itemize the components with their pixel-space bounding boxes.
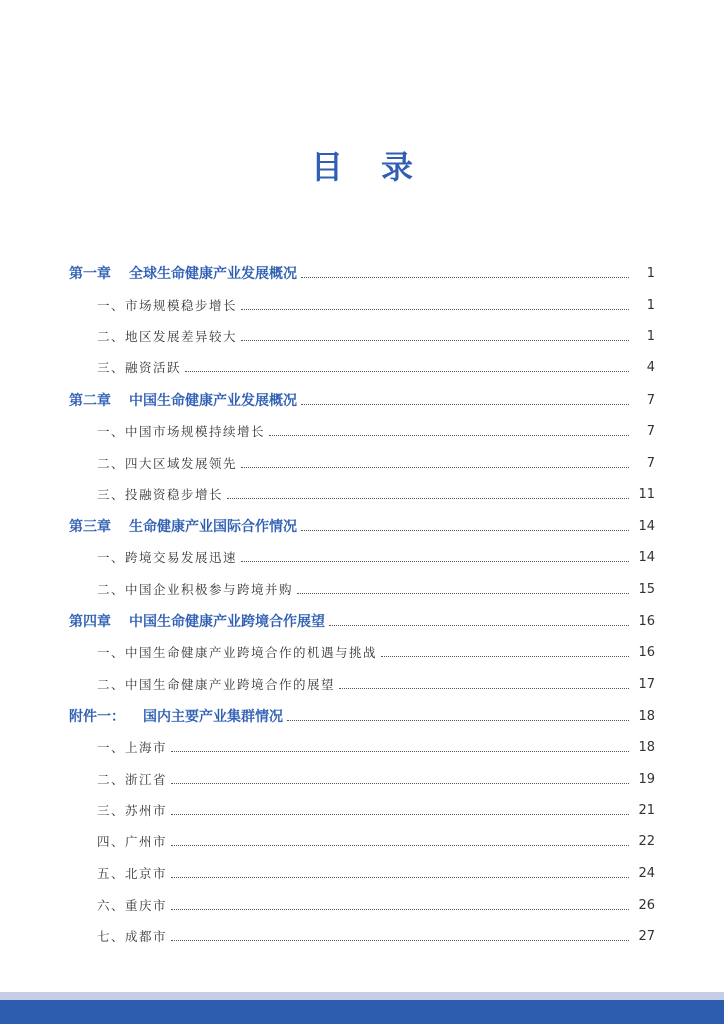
toc-section-row[interactable]	[0, 795, 724, 825]
toc-dot-leader	[171, 751, 629, 752]
toc-chapter-number: 第一章	[69, 266, 111, 282]
toc-page-number: 16	[638, 613, 655, 629]
toc-dot-leader	[301, 530, 629, 531]
toc-chapter-row[interactable]	[0, 511, 724, 541]
toc-chapter-row[interactable]	[0, 701, 724, 731]
toc-entry-text: 四、广州市	[97, 834, 168, 849]
toc-page-number: 17	[638, 676, 655, 692]
toc-entry-label	[97, 864, 167, 882]
toc-entry-label	[69, 706, 283, 726]
toc-page-number: 4	[646, 359, 655, 375]
toc-entry-text: 二、地区发展差异较大	[97, 329, 238, 344]
page-title	[0, 143, 724, 187]
toc-dot-leader	[241, 309, 629, 310]
toc-entry-label	[97, 738, 167, 756]
toc-section-row[interactable]	[0, 574, 724, 604]
toc-entry-text: 中国生命健康产业跨境合作展望	[129, 614, 325, 630]
toc-page-number: 14	[638, 549, 655, 565]
toc-page-number: 21	[638, 802, 655, 818]
toc-entry-text: 国内主要产业集群情况	[143, 709, 283, 725]
toc-entry-label	[97, 548, 237, 566]
toc-dot-leader	[171, 877, 629, 878]
toc-entry-label	[97, 358, 181, 376]
toc-entry-text: 一、上海市	[97, 740, 168, 755]
toc-chapter-row[interactable]	[0, 258, 724, 288]
toc-dot-leader	[171, 845, 629, 846]
toc-page-number: 15	[638, 581, 655, 597]
toc-section-row[interactable]	[0, 732, 724, 762]
footer-band-light	[0, 992, 724, 1000]
toc-section-row[interactable]	[0, 416, 724, 446]
toc-entry-text: 二、中国生命健康产业跨境合作的展望	[97, 677, 336, 692]
toc-entry-text: 五、北京市	[97, 866, 168, 881]
toc-section-row[interactable]	[0, 448, 724, 478]
toc-entry-text: 三、融资活跃	[97, 360, 182, 375]
toc-section-row[interactable]	[0, 858, 724, 888]
toc-dot-leader	[241, 340, 629, 341]
toc-page-number: 7	[646, 423, 655, 439]
toc-entry-text: 中国生命健康产业发展概况	[129, 393, 297, 409]
toc-entry-label	[69, 516, 297, 536]
toc-chapter-row[interactable]	[0, 606, 724, 636]
toc-page-number: 26	[638, 897, 655, 913]
toc-page-number: 11	[638, 486, 655, 502]
toc-entry-label	[97, 801, 167, 819]
toc-page-number: 22	[638, 833, 655, 849]
toc-entry-text: 七、成都市	[97, 929, 168, 944]
toc-entry-text: 全球生命健康产业发展概况	[129, 266, 297, 282]
toc-dot-leader	[287, 720, 629, 721]
toc-section-row[interactable]	[0, 479, 724, 509]
toc-section-row[interactable]	[0, 542, 724, 572]
toc-page-number: 1	[646, 297, 655, 313]
toc-section-row[interactable]	[0, 921, 724, 951]
toc-entry-text: 三、苏州市	[97, 803, 168, 818]
toc-dot-leader	[301, 277, 629, 278]
toc-chapter-number: 第四章	[69, 614, 111, 630]
toc-page-number: 19	[638, 771, 655, 787]
toc-dot-leader	[301, 404, 629, 405]
toc-entry-text: 一、跨境交易发展迅速	[97, 550, 238, 565]
toc-entry-label	[97, 422, 265, 440]
toc-chapter-number: 第二章	[69, 393, 111, 409]
toc-dot-leader	[339, 688, 629, 689]
toc-entry-label	[97, 454, 237, 472]
toc-page-number: 18	[638, 708, 655, 724]
toc-entry-label	[97, 296, 237, 314]
toc-section-row[interactable]	[0, 352, 724, 382]
footer-band-dark	[0, 1000, 724, 1024]
toc-entry-label	[97, 770, 167, 788]
toc-chapter-row[interactable]	[0, 385, 724, 415]
toc-page-number: 7	[646, 455, 655, 471]
toc-entry-label	[97, 927, 167, 945]
toc-section-row[interactable]	[0, 321, 724, 351]
toc-section-row[interactable]	[0, 290, 724, 320]
toc-dot-leader	[297, 593, 629, 594]
toc-page-number: 14	[638, 518, 655, 534]
toc-entry-text: 二、中国企业积极参与跨境并购	[97, 582, 294, 597]
toc-page-number: 1	[646, 265, 655, 281]
title-char-1: 目	[310, 148, 343, 186]
toc-dot-leader	[171, 940, 629, 941]
toc-entry-label	[97, 327, 237, 345]
toc-page-number: 7	[646, 392, 655, 408]
toc-dot-leader	[227, 498, 629, 499]
toc-entry-label	[97, 832, 167, 850]
toc-dot-leader	[185, 371, 629, 372]
toc-entry-text: 六、重庆市	[97, 898, 168, 913]
toc-dot-leader	[381, 656, 629, 657]
toc-dot-leader	[269, 435, 629, 436]
toc-dot-leader	[171, 783, 629, 784]
toc-dot-leader	[171, 814, 629, 815]
toc-page-number: 27	[638, 928, 655, 944]
toc-chapter-number: 第三章	[69, 519, 111, 535]
toc-entry-label	[97, 643, 377, 661]
toc-entry-text: 二、四大区域发展领先	[97, 456, 238, 471]
toc-dot-leader	[171, 909, 629, 910]
toc-entry-label	[97, 675, 335, 693]
toc-entry-text: 二、浙江省	[97, 772, 168, 787]
toc-section-row[interactable]	[0, 826, 724, 856]
toc-entry-label	[69, 390, 297, 410]
toc-entry-text: 一、中国市场规模持续增长	[97, 424, 266, 439]
toc-section-row[interactable]	[0, 637, 724, 667]
toc-page-number: 16	[638, 644, 655, 660]
toc-entry-text: 生命健康产业国际合作情况	[129, 519, 297, 535]
toc-section-row[interactable]	[0, 890, 724, 920]
title-char-2: 录	[381, 148, 414, 186]
toc-entry-label	[97, 485, 223, 503]
toc-entry-label	[69, 263, 297, 283]
toc-entry-text: 一、市场规模稳步增长	[97, 298, 238, 313]
toc-entry-label	[97, 580, 293, 598]
toc-page-number: 24	[638, 865, 655, 881]
toc-page-number: 18	[638, 739, 655, 755]
toc-chapter-number: 附件一：	[69, 709, 125, 725]
toc-page-number: 1	[646, 328, 655, 344]
toc-entry-label	[97, 896, 167, 914]
toc-dot-leader	[241, 561, 629, 562]
toc-entry-text: 三、投融资稳步增长	[97, 487, 224, 502]
toc-dot-leader	[241, 467, 629, 468]
toc-section-row[interactable]	[0, 764, 724, 794]
toc-entry-text: 一、中国生命健康产业跨境合作的机遇与挑战	[97, 645, 378, 660]
toc-entry-label	[69, 611, 325, 631]
toc-dot-leader	[329, 625, 629, 626]
toc-section-row[interactable]	[0, 669, 724, 699]
